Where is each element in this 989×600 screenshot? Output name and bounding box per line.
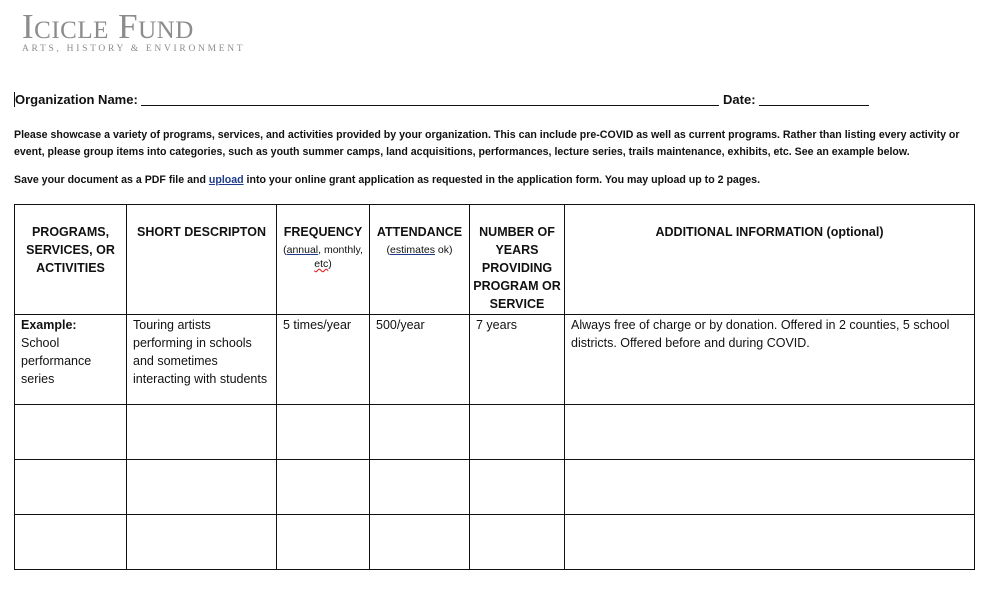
save-text-1: Save your document as a PDF file and	[14, 174, 209, 186]
table-cell[interactable]	[470, 515, 565, 570]
header-attendance-label: ATTENDANCE	[376, 225, 463, 239]
header-programs: PROGRAMS, SERVICES, OR ACTIVITIES	[15, 205, 127, 315]
attendance-note-estimates: estimates	[390, 244, 435, 256]
table-cell[interactable]	[15, 460, 127, 515]
frequency-note-etc: etc	[314, 258, 329, 270]
table-row	[15, 515, 975, 570]
header-attendance	[370, 205, 470, 315]
example-label: Example:	[21, 318, 77, 332]
header-description: SHORT DESCRIPTON	[127, 205, 277, 315]
table-cell[interactable]	[127, 405, 277, 460]
frequency-note-monthly: , monthly,	[318, 244, 363, 256]
table-cell[interactable]	[370, 515, 470, 570]
header-frequency	[277, 205, 370, 315]
instructions-paragraph: Please showcase a variety of programs, services, and activities provided by your organization. This can include pre-COVID as well as current programs. Rather than listing every activity or event, please group items into categories, such as youth summer camps, land acquisitions, performances, lecture series, trails maintenance, exhibits, etc. See an example below.	[14, 129, 960, 158]
attendance-note: (estimates ok)	[386, 244, 453, 256]
header-frequency-label: FREQUENCY	[283, 225, 363, 239]
header-additional-info: ADDITIONAL INFORMATION (optional)	[565, 205, 975, 315]
save-text-2: into your online grant application as requested in the application form. You may upload up to 2 pages.	[243, 174, 761, 186]
table-cell[interactable]	[15, 515, 127, 570]
frequency-note-close: )	[328, 258, 332, 270]
table-cell[interactable]	[277, 405, 370, 460]
programs-table	[14, 204, 975, 570]
save-instructions	[14, 172, 979, 189]
table-row	[15, 405, 975, 460]
example-years-cell[interactable]: 7 years	[470, 315, 565, 405]
date-label: Date:	[723, 92, 756, 107]
example-info-cell[interactable]: Always free of charge or by donation. Offered in 2 counties, 5 school districts. Offered before and during COVID.	[565, 315, 975, 405]
table-cell[interactable]	[470, 460, 565, 515]
organization-name-label: Organization Name:	[15, 92, 138, 107]
table-cell[interactable]	[370, 405, 470, 460]
table-cell[interactable]	[565, 515, 975, 570]
organization-name-field[interactable]	[141, 92, 719, 106]
frequency-note-annual: annual	[286, 244, 319, 256]
header-years: NUMBER OF YEARS PROVIDING PROGRAM OR SERVICE	[470, 205, 565, 315]
table-cell[interactable]	[15, 405, 127, 460]
table-header-row	[15, 205, 975, 315]
table-cell[interactable]	[277, 460, 370, 515]
frequency-note: (annual, monthly, etc)	[283, 244, 363, 270]
logo-subtitle: ARTS, HISTORY & ENVIRONMENT	[22, 44, 246, 54]
table-row	[15, 460, 975, 515]
table-cell[interactable]	[565, 405, 975, 460]
example-description-cell[interactable]: Touring artists performing in schools and sometimes interacting with students	[127, 315, 277, 405]
table-cell[interactable]	[470, 405, 565, 460]
organization-line	[14, 92, 869, 107]
date-field[interactable]	[759, 92, 869, 106]
example-row	[15, 315, 975, 405]
table-cell[interactable]	[127, 515, 277, 570]
table-cell[interactable]	[277, 515, 370, 570]
upload-link[interactable]: upload	[208, 174, 244, 186]
example-program-cell[interactable]	[15, 315, 127, 405]
example-program: School performance series	[21, 336, 92, 386]
logo-title: Icicle Fund	[22, 7, 194, 46]
icicle-fund-logo	[22, 8, 245, 54]
attendance-note-ok: ok)	[434, 244, 453, 256]
example-frequency-cell[interactable]: 5 times/year	[277, 315, 370, 405]
table-cell[interactable]	[370, 460, 470, 515]
table-cell[interactable]	[565, 460, 975, 515]
table-cell[interactable]	[127, 460, 277, 515]
example-attendance-cell[interactable]: 500/year	[370, 315, 470, 405]
